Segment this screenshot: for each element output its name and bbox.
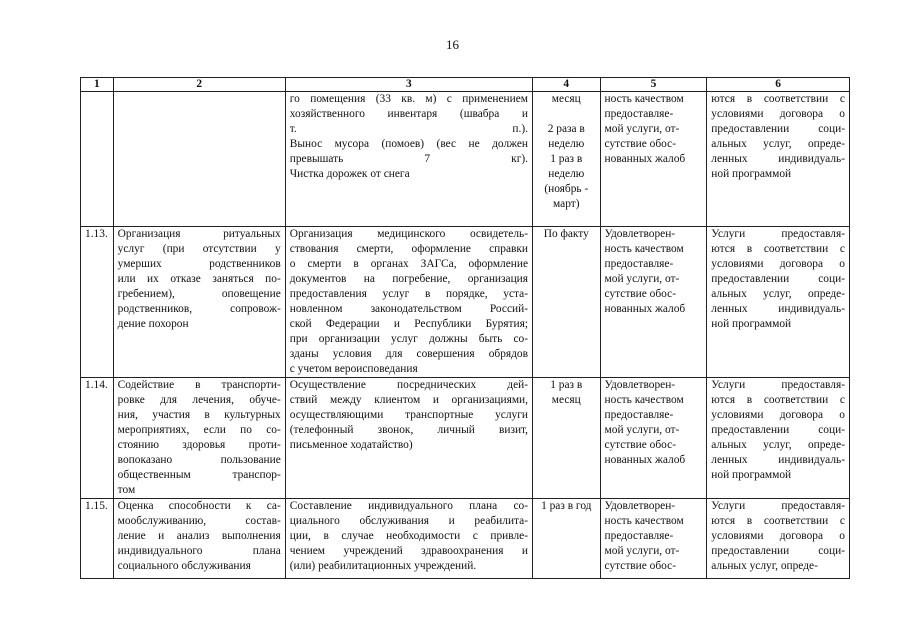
text-line: ность качеством	[604, 93, 684, 105]
text-line: неделю	[548, 168, 585, 180]
text-line: предоставляе-	[604, 409, 674, 421]
text-line: ленных индивидуаль-	[711, 153, 845, 165]
text-line: или их отказе заняться по-	[117, 273, 281, 285]
text-line: 1 раз в год	[541, 500, 592, 512]
column-header: 5	[600, 78, 707, 92]
text-line: ность качеством	[604, 515, 684, 527]
text-line: альных услуг, опреде-	[711, 560, 818, 572]
text-line: (ноябрь -	[544, 183, 589, 195]
text-line: го помещения (33 кв. м) с применением	[289, 93, 529, 105]
table-row	[81, 227, 850, 378]
cell-number: 1.15.	[81, 499, 114, 579]
text-line: предоставлении соци-	[711, 424, 845, 436]
text-line: циального обслуживания и реабилита-	[289, 515, 529, 527]
text-line: неделю	[548, 138, 585, 150]
text-line: ной программой	[711, 318, 792, 330]
cell-content	[285, 499, 532, 579]
text-line: социального обслуживания	[117, 560, 251, 572]
text-line: Удовлетворен-	[604, 500, 676, 512]
text-line: т. п.).	[289, 123, 529, 135]
text-line: условиями договора о	[711, 409, 845, 421]
cell-service	[113, 227, 285, 378]
text-line: Услуги предоставля-	[711, 379, 845, 391]
text-line: мой услуги, от-	[604, 273, 680, 285]
text-line: услуг (при отсутствии у	[117, 243, 281, 255]
text-line: новленном законодательством Россий-	[289, 303, 529, 315]
table-header-row	[81, 78, 850, 92]
cell-number: 1.13.	[81, 227, 114, 378]
text-line: вопоказано пользование	[117, 454, 281, 466]
text-line: чением учреждений здравоохранения и	[289, 545, 529, 557]
text-line: ленных индивидуаль-	[711, 303, 845, 315]
cell-frequency	[533, 92, 601, 227]
text-line: Содействие в транспорти-	[117, 379, 281, 391]
text-line: Вынос мусора (помоев) (вес не должен	[289, 138, 529, 150]
text-line: письменное ходатайство)	[289, 439, 413, 451]
cell-quality	[600, 227, 707, 378]
text-line: мой услуги, от-	[604, 123, 680, 135]
text-line: Организация ритуальных	[117, 228, 281, 240]
text-line: документов на погребение, организация	[289, 273, 529, 285]
text-line: условиями договора о	[711, 258, 845, 270]
text-line: мообслуживанию, состав-	[117, 515, 281, 527]
text-line: альных услуг, опреде-	[711, 138, 845, 150]
text-line: ской Федерации и Республики Бурятия;	[289, 318, 529, 330]
column-header: 1	[81, 78, 114, 92]
table-row	[81, 92, 850, 227]
cell-quality	[600, 499, 707, 579]
text-line: осуществляющими транспортные услуги	[289, 409, 529, 421]
text-line: умерших родственников	[117, 258, 281, 270]
text-line: сутствие обос-	[604, 560, 676, 572]
text-line: месяц	[551, 93, 581, 105]
text-line: зданы условия для совершения обрядов	[289, 348, 529, 360]
cell-service	[113, 92, 285, 227]
text-line: Организация медицинского освидетель-	[289, 228, 529, 240]
text-line: условиями договора о	[711, 530, 845, 542]
text-line: предоставляе-	[604, 108, 674, 120]
text-line: Услуги предоставля-	[711, 228, 845, 240]
cell-content	[285, 92, 532, 227]
text-line: родственников, сопровож-	[117, 303, 281, 315]
cell-number: 1.14.	[81, 378, 114, 499]
text-line: (или) реабилитационных учреждений.	[289, 560, 477, 572]
text-line: ление и анализ выполнения	[117, 530, 281, 542]
text-line: сутствие обос-	[604, 138, 676, 150]
text-line: ность качеством	[604, 243, 684, 255]
text-line: Осуществление посреднических дей-	[289, 379, 529, 391]
text-line: нованных жалоб	[604, 454, 686, 466]
text-line: мой услуги, от-	[604, 424, 680, 436]
cell-quality	[600, 92, 707, 227]
text-line: условиями договора о	[711, 108, 845, 120]
cell-conditions	[707, 378, 850, 499]
text-line: сутствие обос-	[604, 288, 676, 300]
text-line: о смерти в органах ЗАГСа, оформление	[289, 258, 529, 270]
text-line: с учетом вероисповедания	[289, 363, 418, 375]
text-line: 2 раза в	[547, 123, 585, 135]
text-line: Составление индивидуального плана со-	[289, 500, 529, 512]
text-line: нованных жалоб	[604, 153, 686, 165]
cell-frequency	[533, 378, 601, 499]
page-number: 16	[446, 37, 459, 52]
text-line: гребением), оповещение	[117, 288, 281, 300]
text-line: альных услуг, опреде-	[711, 288, 845, 300]
text-line: март)	[553, 198, 580, 210]
services-table	[80, 77, 850, 579]
text-line: Удовлетворен-	[604, 228, 676, 240]
text-line: ются в соответствии с	[711, 394, 845, 406]
table-row	[81, 378, 850, 499]
cell-service	[113, 378, 285, 499]
text-line: По факту	[543, 228, 589, 240]
text-line: предоставлении соци-	[711, 545, 845, 557]
column-header: 3	[285, 78, 532, 92]
text-line: дение похорон	[117, 318, 189, 330]
cell-content	[285, 227, 532, 378]
cell-frequency	[533, 499, 601, 579]
cell-content	[285, 378, 532, 499]
cell-frequency	[533, 227, 601, 378]
text-line: нованных жалоб	[604, 303, 686, 315]
text-line: том	[117, 484, 136, 496]
text-line: ния, участия в культурных	[117, 409, 281, 421]
text-line: ствий между клиентом и организациями,	[289, 394, 529, 406]
cell-service	[113, 499, 285, 579]
text-line: превышать 7 кг).	[289, 153, 529, 165]
text-line: ции, в случае необходимости с привле-	[289, 530, 529, 542]
text-line: 1 раз в	[550, 153, 583, 165]
text-line	[537, 107, 596, 122]
table-row	[81, 499, 850, 579]
text-line: ной программой	[711, 469, 792, 481]
text-line: ствования смерти, оформление справки	[289, 243, 529, 255]
text-line: ленных индивидуаль-	[711, 454, 845, 466]
text-line: стоянию здоровья проти-	[117, 439, 281, 451]
column-header: 2	[113, 78, 285, 92]
text-line: альных услуг, опреде-	[711, 439, 845, 451]
text-line: предоставляе-	[604, 258, 674, 270]
text-line: хозяйственного инвентаря (швабра и	[289, 108, 529, 120]
cell-conditions	[707, 499, 850, 579]
text-line: ной программой	[711, 168, 792, 180]
cell-conditions	[707, 227, 850, 378]
column-header: 4	[533, 78, 601, 92]
cell-quality	[600, 378, 707, 499]
text-line: предоставлении соци-	[711, 123, 845, 135]
text-line: Услуги предоставля-	[711, 500, 845, 512]
text-line: предоставлении соци-	[711, 273, 845, 285]
text-line: Удовлетворен-	[604, 379, 676, 391]
text-line: Оценка способности к са-	[117, 500, 281, 512]
column-header: 6	[707, 78, 850, 92]
text-line: индивидуального плана	[117, 545, 281, 557]
text-line: общественным транспор-	[117, 469, 281, 481]
text-line: ются в соответствии с	[711, 93, 845, 105]
text-line: мой услуги, от-	[604, 545, 680, 557]
cell-conditions	[707, 92, 850, 227]
text-line: (телефонный звонок, личный визит,	[289, 424, 529, 436]
text-line: предоставляе-	[604, 530, 674, 542]
text-line: ются в соответствии с	[711, 515, 845, 527]
text-line: 1 раз в	[550, 379, 583, 391]
text-line: месяц	[551, 394, 581, 406]
cell-number	[81, 92, 114, 227]
text-line: при организации услуг должны быть со-	[289, 333, 529, 345]
text-line: ются в соответствии с	[711, 243, 845, 255]
text-line: предоставления услуг в порядке, уста-	[289, 288, 529, 300]
text-line: ровке для лечения, обуче-	[117, 394, 281, 406]
text-line: ность качеством	[604, 394, 684, 406]
text-line: сутствие обос-	[604, 439, 676, 451]
text-line: Чистка дорожек от снега	[289, 168, 410, 180]
text-line: мероприятиях, если по со-	[117, 424, 281, 436]
